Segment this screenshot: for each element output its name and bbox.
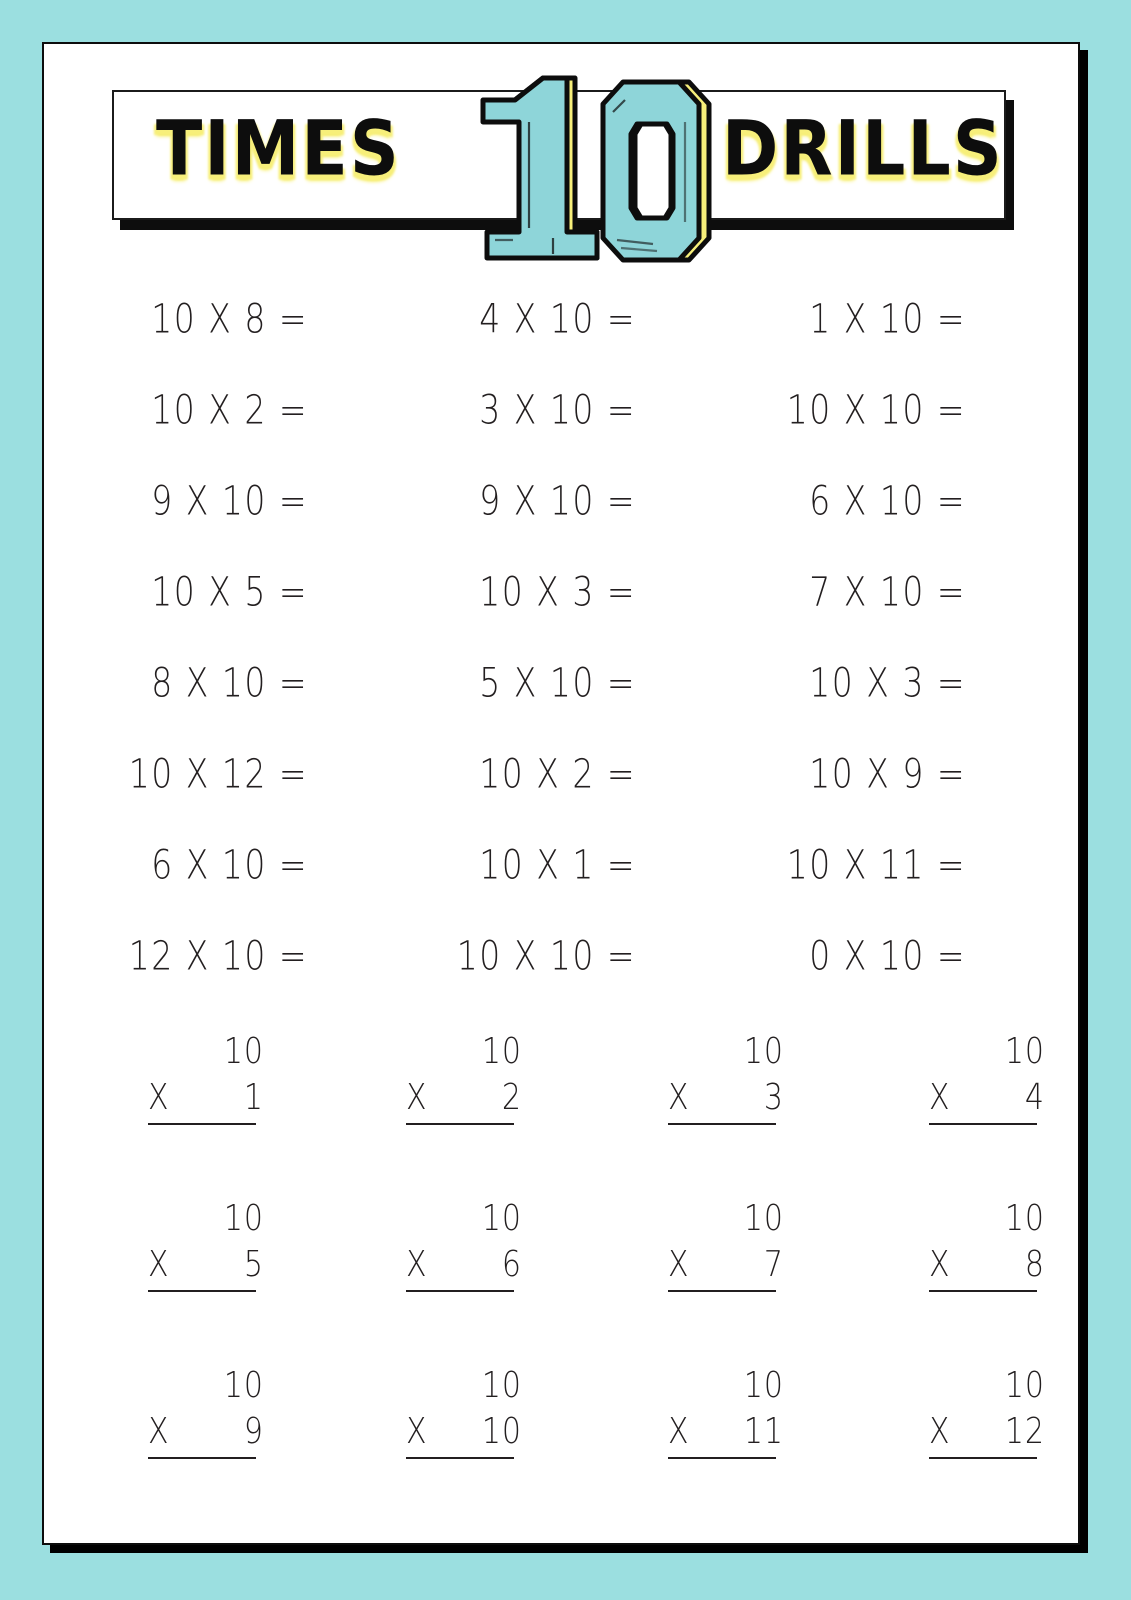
multiplier-line: [929, 1243, 1059, 1286]
problem-item: 10 X 2 =: [479, 749, 636, 798]
answer-rule: [406, 1123, 514, 1125]
operator-symbol: X: [929, 1076, 951, 1119]
answer-rule: [668, 1123, 776, 1125]
vertical-problem-item: [148, 1364, 278, 1459]
operator-symbol: X: [406, 1410, 428, 1453]
multiplier: 2: [501, 1076, 522, 1119]
problem-row: [86, 840, 1124, 936]
operator-symbol: X: [406, 1243, 428, 1286]
answer-rule: [929, 1457, 1037, 1459]
multiplier-line: [668, 1410, 798, 1453]
header-title-drills: DRILLS: [722, 106, 1004, 194]
horizontal-problems-section: [86, 294, 1124, 1027]
problem-item: 10 X 10 =: [786, 385, 966, 434]
problem-item: 9 X 10 =: [151, 476, 308, 525]
operator-symbol: X: [148, 1076, 170, 1119]
multiplicand: 10: [1004, 1197, 1045, 1240]
problem-item: 1 X 10 =: [809, 294, 966, 343]
answer-rule: [668, 1290, 776, 1292]
problem-item: 10 X 8 =: [151, 294, 308, 343]
problem-row: [86, 567, 1124, 663]
multiplicand: 10: [223, 1364, 264, 1407]
problem-item: 12 X 10 =: [128, 931, 308, 980]
multiplier-line: [148, 1076, 278, 1119]
multiplier: 7: [763, 1243, 784, 1286]
multiplicand: 10: [743, 1364, 784, 1407]
problem-item: 10 X 5 =: [151, 567, 308, 616]
answer-rule: [148, 1123, 256, 1125]
operator-symbol: X: [929, 1243, 951, 1286]
multiplier-line: [148, 1410, 278, 1453]
multiplicand: 10: [743, 1030, 784, 1073]
vertical-problem-row: [86, 1364, 1124, 1535]
vertical-problem-item: [406, 1030, 536, 1125]
vertical-problem-item: [929, 1030, 1059, 1125]
vertical-problem-item: [668, 1030, 798, 1125]
multiplier: 12: [1004, 1410, 1045, 1453]
vertical-problem-row: [86, 1030, 1124, 1201]
answer-rule: [668, 1457, 776, 1459]
problem-item: 10 X 3 =: [809, 658, 966, 707]
multiplier: 1: [243, 1076, 264, 1119]
multiplier-line: [929, 1410, 1059, 1453]
operator-symbol: X: [406, 1076, 428, 1119]
answer-rule: [148, 1290, 256, 1292]
multiplier-line: [406, 1076, 536, 1119]
answer-rule: [148, 1457, 256, 1459]
multiplicand: 10: [1004, 1030, 1045, 1073]
vertical-problem-item: [668, 1197, 798, 1292]
multiplicand: 10: [481, 1197, 522, 1240]
vertical-problem-item: [929, 1364, 1059, 1459]
multiplicand: 10: [481, 1030, 522, 1073]
operator-symbol: X: [148, 1243, 170, 1286]
problem-item: 10 X 12 =: [128, 749, 308, 798]
problem-row: [86, 749, 1124, 845]
answer-rule: [406, 1457, 514, 1459]
multiplier: 8: [1024, 1243, 1045, 1286]
problem-item: 0 X 10 =: [809, 931, 966, 980]
problem-row: [86, 476, 1124, 572]
operator-symbol: X: [668, 1410, 690, 1453]
problem-item: 10 X 11 =: [786, 840, 966, 889]
problem-item: 10 X 10 =: [456, 931, 636, 980]
multiplier: 10: [481, 1410, 522, 1453]
operator-symbol: X: [668, 1243, 690, 1286]
multiplier-line: [148, 1243, 278, 1286]
problem-item: 6 X 10 =: [809, 476, 966, 525]
operator-symbol: X: [148, 1410, 170, 1453]
multiplier: 3: [763, 1076, 784, 1119]
multiplier: 6: [501, 1243, 522, 1286]
problem-item: 10 X 3 =: [479, 567, 636, 616]
header-numeral-10-icon: [457, 62, 717, 272]
problem-row: [86, 658, 1124, 754]
multiplier-line: [929, 1076, 1059, 1119]
vertical-problem-item: [406, 1364, 536, 1459]
problem-item: 6 X 10 =: [151, 840, 308, 889]
vertical-problem-item: [929, 1197, 1059, 1292]
problem-item: 5 X 10 =: [479, 658, 636, 707]
problem-item: 10 X 2 =: [151, 385, 308, 434]
problem-row: [86, 931, 1124, 1027]
problem-row: [86, 294, 1124, 390]
problem-item: 9 X 10 =: [479, 476, 636, 525]
operator-symbol: X: [668, 1076, 690, 1119]
problem-item: 10 X 9 =: [809, 749, 966, 798]
vertical-problem-item: [148, 1030, 278, 1125]
multiplier: 4: [1024, 1076, 1045, 1119]
answer-rule: [929, 1123, 1037, 1125]
multiplicand: 10: [743, 1197, 784, 1240]
problem-item: 4 X 10 =: [479, 294, 636, 343]
operator-symbol: X: [929, 1410, 951, 1453]
problem-item: 7 X 10 =: [809, 567, 966, 616]
problem-item: 10 X 1 =: [479, 840, 636, 889]
multiplier-line: [406, 1410, 536, 1453]
multiplicand: 10: [223, 1197, 264, 1240]
vertical-problems-section: [86, 1030, 1124, 1535]
multiplier-line: [406, 1243, 536, 1286]
vertical-problem-row: [86, 1197, 1124, 1368]
multiplier: 9: [243, 1410, 264, 1453]
vertical-problem-item: [406, 1197, 536, 1292]
problem-item: 3 X 10 =: [479, 385, 636, 434]
problem-row: [86, 385, 1124, 481]
multiplier-line: [668, 1243, 798, 1286]
header-title-times: TIMES: [156, 106, 401, 194]
worksheet-header: [112, 90, 1014, 290]
multiplicand: 10: [1004, 1364, 1045, 1407]
answer-rule: [406, 1290, 514, 1292]
multiplicand: 10: [223, 1030, 264, 1073]
vertical-problem-item: [668, 1364, 798, 1459]
answer-rule: [929, 1290, 1037, 1292]
vertical-problem-item: [148, 1197, 278, 1292]
problem-item: 8 X 10 =: [151, 658, 308, 707]
multiplier: 11: [743, 1410, 784, 1453]
multiplier-line: [668, 1076, 798, 1119]
multiplier: 5: [243, 1243, 264, 1286]
worksheet-page: [42, 42, 1080, 1545]
multiplicand: 10: [481, 1364, 522, 1407]
